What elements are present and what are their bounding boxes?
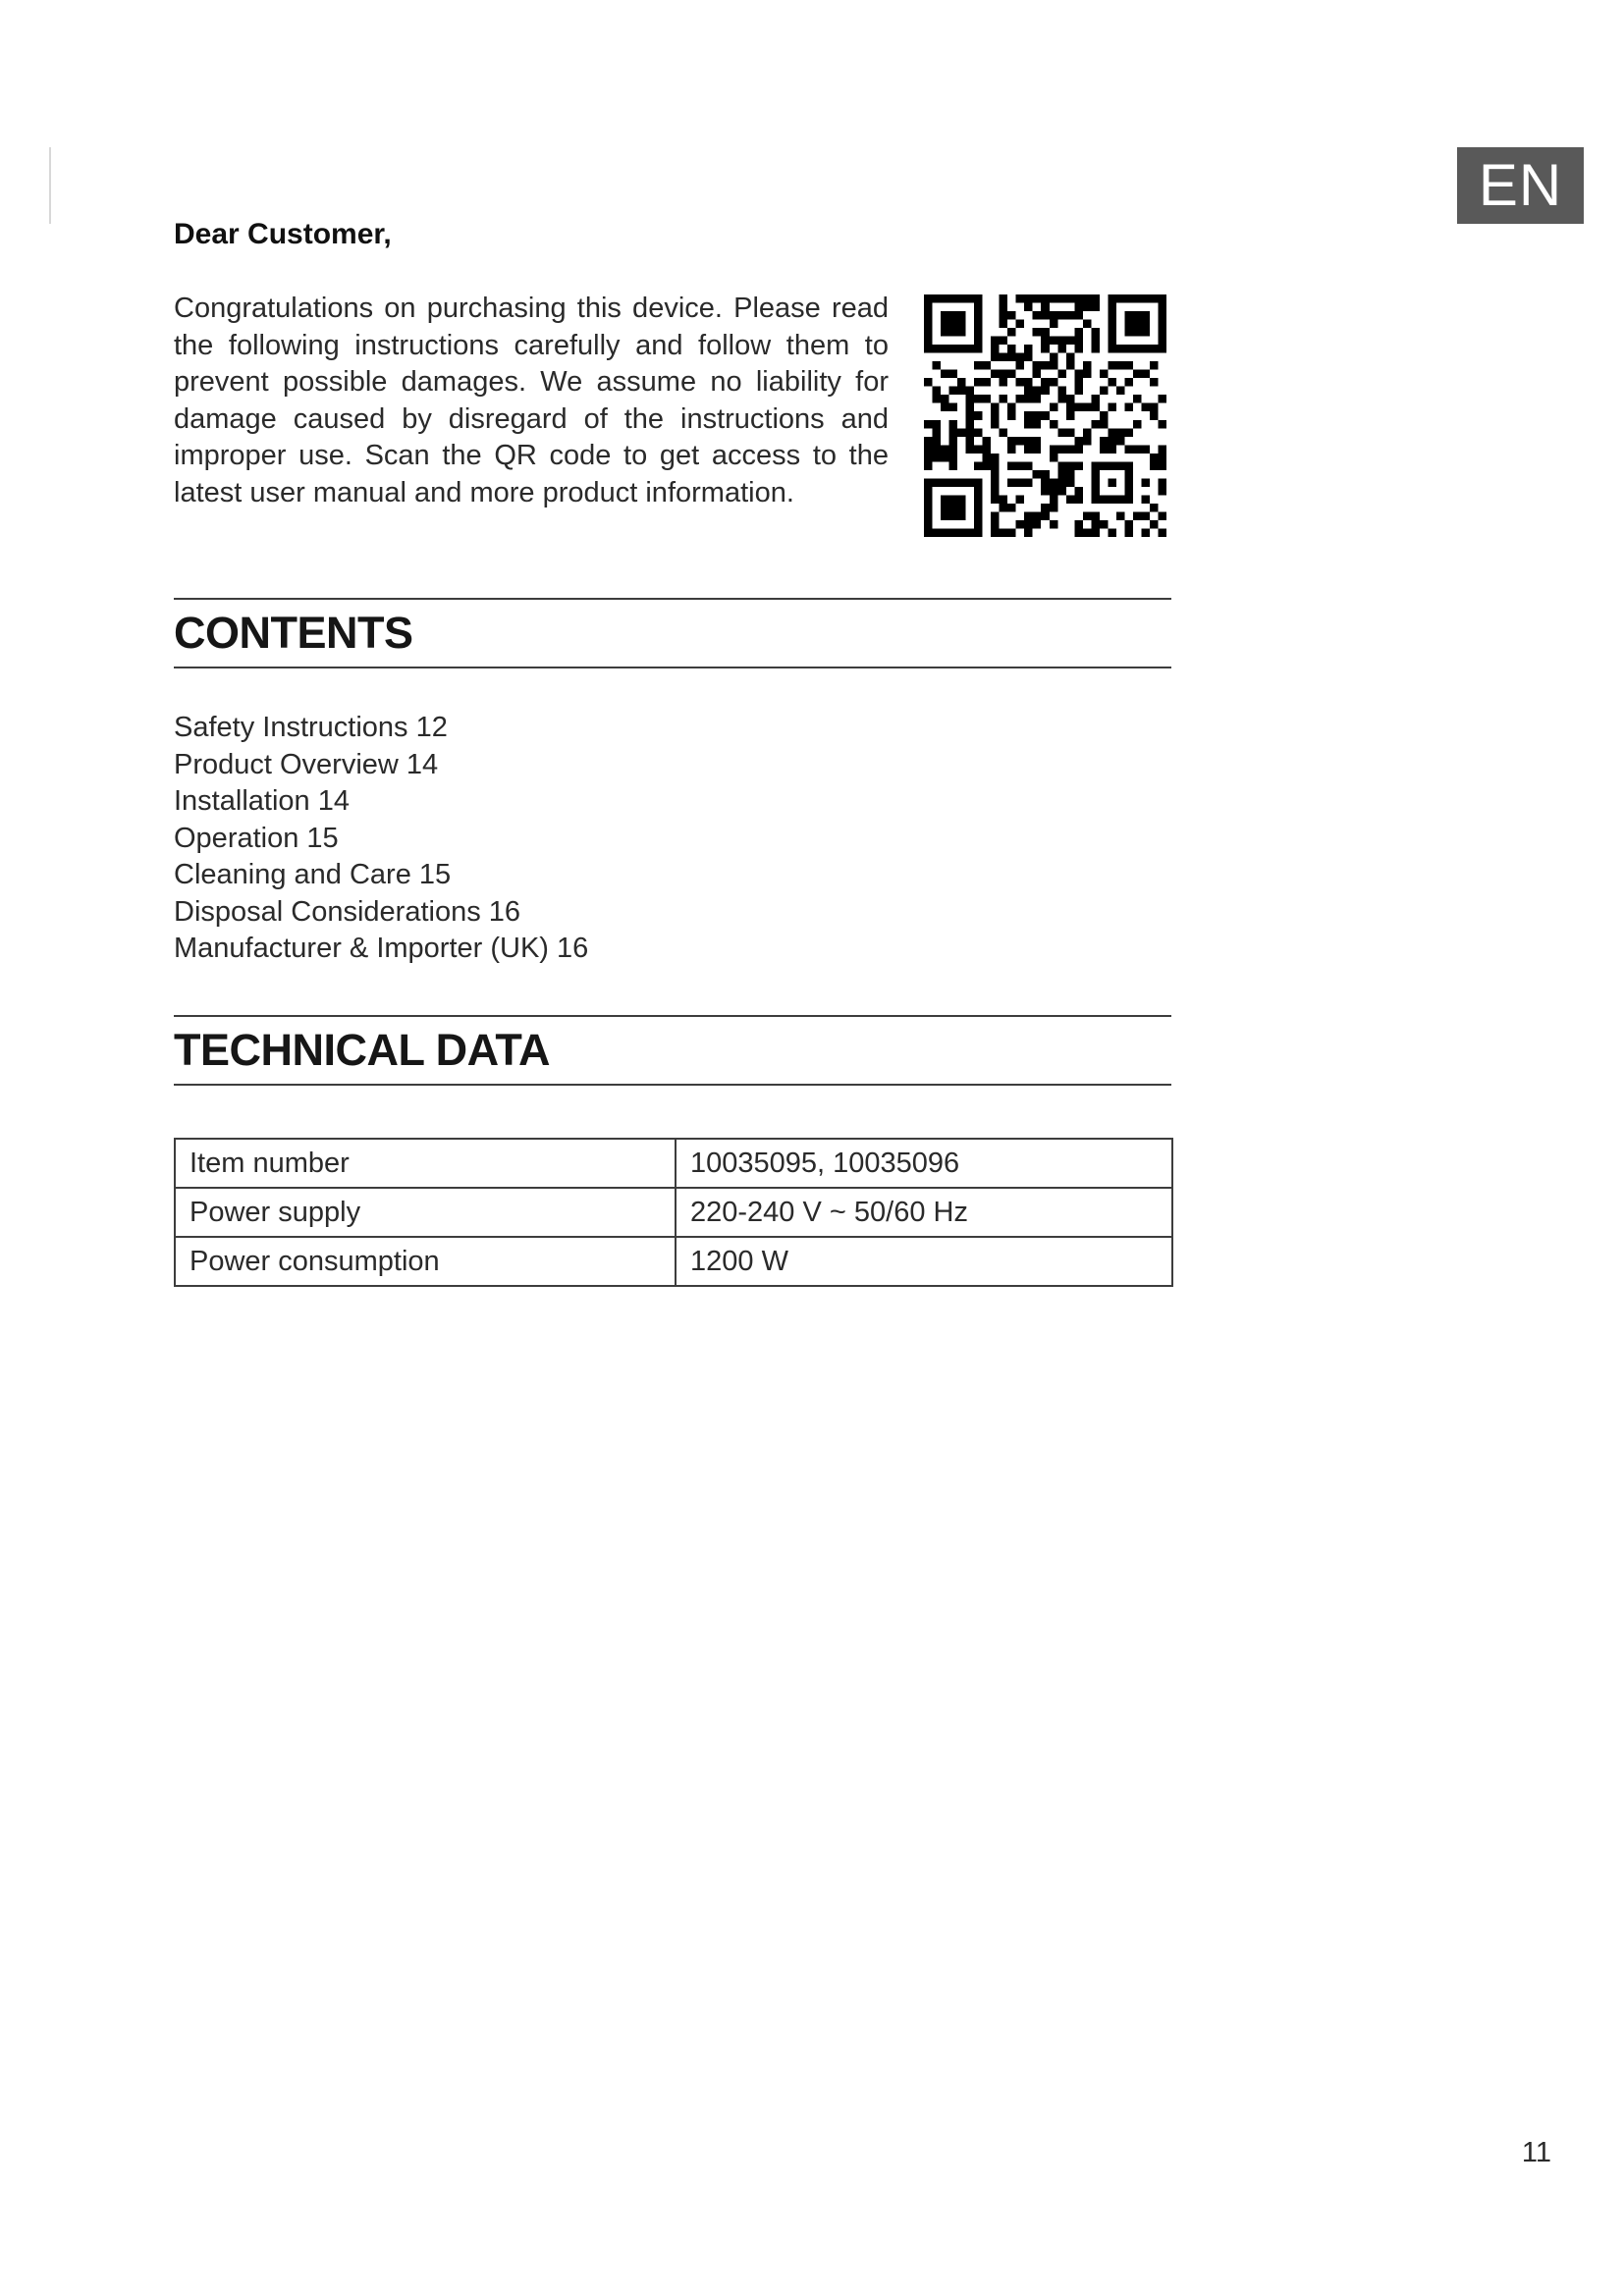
- table-cell-label: Power supply: [175, 1188, 676, 1237]
- page-number: 11: [1521, 2137, 1551, 2168]
- qr-code-icon[interactable]: [924, 294, 1166, 537]
- table-row: [175, 1139, 1172, 1188]
- table-cell-value: 1200 W: [676, 1237, 1172, 1286]
- contents-section-header: [174, 598, 1171, 668]
- technical-data-table: [174, 1138, 1173, 1287]
- contents-item-operation: Operation 15: [174, 822, 339, 854]
- technical-data-section-header: [174, 1015, 1171, 1086]
- table-cell-label: Power consumption: [175, 1237, 676, 1286]
- contents-list: [174, 710, 588, 968]
- contents-title: CONTENTS: [174, 608, 413, 658]
- contents-item-manufacturer-importer: Manufacturer & Importer (UK) 16: [174, 933, 589, 964]
- table-row: [175, 1237, 1172, 1286]
- language-badge: EN: [1457, 147, 1584, 224]
- technical-data-title: TECHNICAL DATA: [174, 1025, 550, 1075]
- contents-item-disposal-considerations: Disposal Considerations 16: [174, 895, 521, 928]
- contents-item-cleaning-and-care: Cleaning and Care 15: [174, 859, 452, 890]
- page-edge-marker: [49, 147, 51, 224]
- table-row: [175, 1188, 1172, 1237]
- table-cell-value: 220-240 V ~ 50/60 Hz: [676, 1188, 1172, 1237]
- contents-item-installation: Installation 14: [174, 785, 350, 817]
- contents-item-safety-instructions: Safety Instructions 12: [174, 712, 448, 743]
- table-cell-label: Item number: [175, 1139, 676, 1188]
- table-cell-value: 10035095, 10035096: [676, 1139, 1172, 1188]
- contents-item-product-overview: Product Overview 14: [174, 748, 439, 780]
- intro-paragraph: Congratulations on purchasing this device. Please read the following instructions carefully and follow them to prevent possible damages. We assume no liability for damage caused by disregard of the instructions and improper use. Scan the QR code to get access to the latest user manual and more product information.: [174, 293, 889, 508]
- greeting-heading: Dear Customer,: [174, 218, 392, 250]
